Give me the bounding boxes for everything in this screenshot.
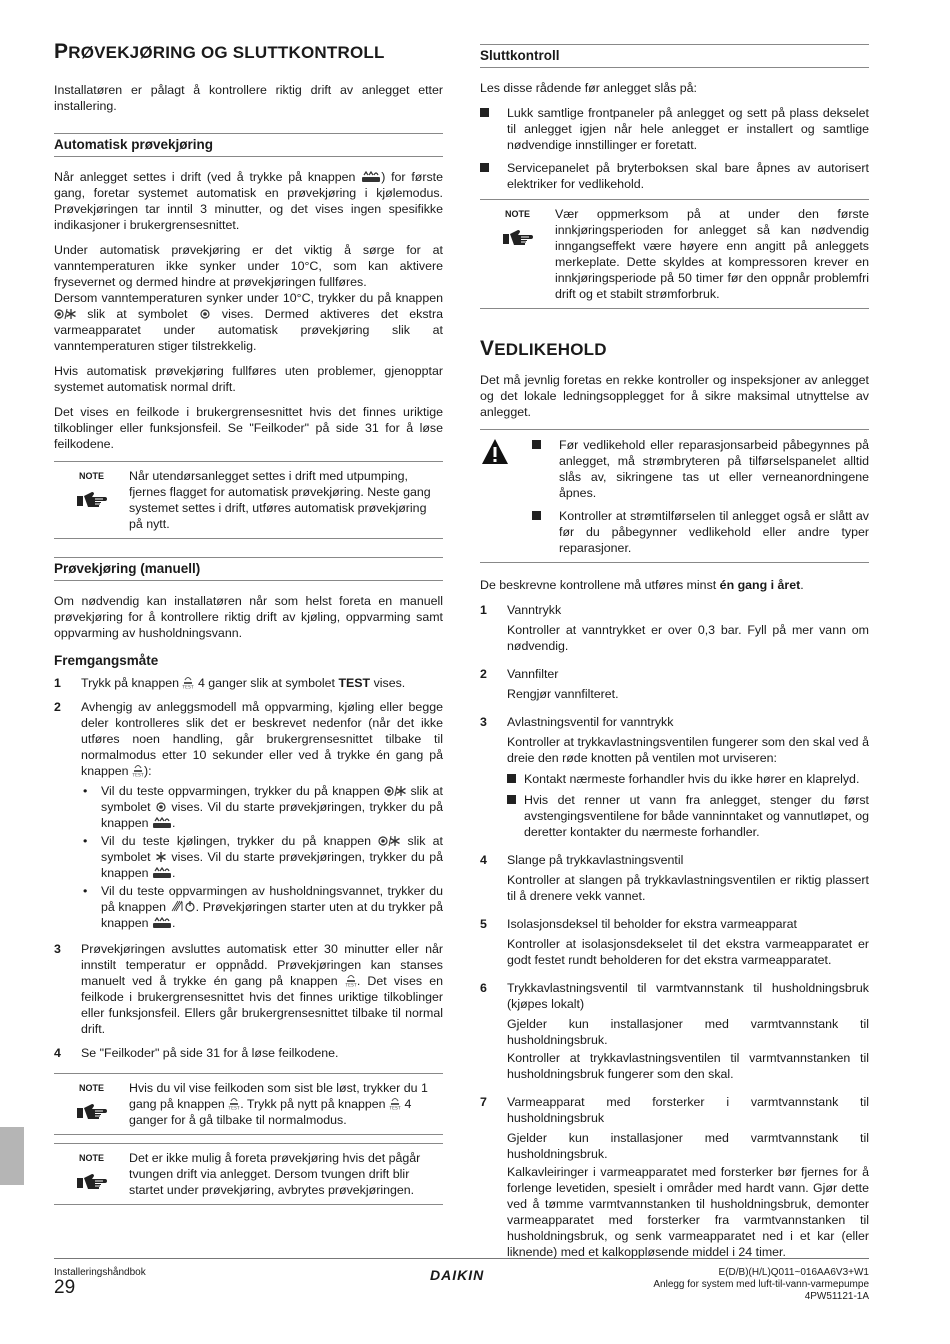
- step-1: 1 Trykk på knappen 4 ganger slik at symbolet TEST vises.: [54, 676, 406, 690]
- note-forced-operation: [54, 1143, 443, 1205]
- step-3: 3 Prøvekjøringen avsluttes automatisk etter 30 minutter eller når innstilt temperatur er oppnådd. Prøvekjøringen kan stanses manuelt ved å trykke én gang på knappen . Det vises en feilkode i brukergrensesnittet hvis det finnes uriktige tilkoblinger eller funksjonsfeil. Ellers går brukergrensesnittet tilbake til normal drift.: [54, 942, 443, 1036]
- test-button-icon: [228, 1096, 240, 1110]
- maintenance-item-text: Gjelder kun installasjoner med varmtvannstank til husholdningsbruk.: [507, 1131, 869, 1161]
- step-2: 2 Avhengig av anleggsmodell må oppvarming, kjøling eller begge deler kontrolleres slik det er beskrevet nedenfor (når det ikke utføres noen handling, går brukergrensesnittet tilbake til normalmodus etter 10 sekunder eller ved å trykke én gang på knappen ): • Vil du teste oppvarmingen, trykker du på knappen slik at symbolet vises. Vil du starte prøvekjøringen, trykker du på knappen . • Vil du teste kjølingen, trykker du på knappen slik at symbolet vises. Vil du starte prøvekjøringen, trykker du på knappen . • Vil du teste oppvarmingen av husholdningsvannet, trykker du på knappen . Prøvekjøringen starter uten at du trykker på knappen .: [54, 700, 443, 930]
- maintenance-item-title: Trykkavlastningsventil til varmtvannstank til husholdningsbruk (kjøpes lokalt): [507, 981, 869, 1011]
- note-text: Når utendørsanlegget settes i drift med utpumping, fjernes flagget for automatisk prøvekjøring. Neste gang systemet settes i drift, utføres automatisk prøvekjøring på nytt.: [129, 469, 431, 531]
- auto-p5: Det vises en feilkode i brukergrensesnittet hvis det finnes uriktige tilkoblinger eller funksjonsfeil. Se "Feilkoder" på side 31 for å løse feilkodene.: [54, 405, 443, 451]
- note-label: NOTE: [54, 1080, 129, 1128]
- test-button-icon: [182, 675, 194, 689]
- warning-bullet-2: Kontroller at strømtilførselen til anlegget også er slått av før du påbegynner vedlikehold eller andre typer reparasjoner.: [532, 508, 869, 556]
- bullet-cooling-test: • Vil du teste kjølingen, trykker du på knappen slik at symbolet vises. Vil du starte prøvekjøringen, trykker du på knappen .: [83, 834, 443, 880]
- footer-manual-name: Installeringshåndbok: [54, 1267, 146, 1278]
- note-auto: [54, 461, 443, 539]
- page-number: 29: [54, 1277, 76, 1298]
- heat-cool-button-icon: [378, 835, 400, 847]
- maintenance-item-text: Kontroller at trykkavlastningsventilen til varmtvannstanken til husholdningsbruk fungerer som den skal.: [507, 1051, 869, 1081]
- note-text: Det er ikke mulig å foreta prøvekjøring hvis det pågår tvungen drift via anlegget. Dersom tvungen drift blir startet under prøvekjøring, avbrytes prøvekjøringen.: [129, 1151, 421, 1197]
- warning-bullet-1: Før vedlikehold eller reparasjonsarbeid påbegynnes på anlegget, må strømbryteren på tilførselspanelet alltid slås av, sikringene tas ut eller verneanordningene åpnes.: [532, 437, 869, 501]
- maintenance-item: 3 Avlastningsventil for vanntrykk Kontroller at trykkavlastningsventilen fungerer som den skal ved å dreie den røde knotten på ventilen mot urviseren: Kontakt nærmeste forhandler hvis du ikke hører en klaprelyd. Hvis det renner ut vann fra anlegget, stenger du først avstengingsventilene for både vanninntaket og vannutløpet, og deretter kontakter du nærmeste forhandler.: [480, 715, 869, 839]
- maintenance-item-title: Vannfilter: [507, 667, 559, 681]
- cooling-symbol-icon: [155, 851, 167, 863]
- auto-p1: Når anlegget settes i drift (ved å trykke på knappen ) for første gang, foretar systemet automatisk en prøvekjøring i kjølemodus. Prøvekjøringen tar inntil 3 minutter, og det vises ingen spesifikke indikasjoner i brukergrensesnittet.: [54, 170, 444, 232]
- maintenance-item-text: Gjelder kun installasjoner med varmtvannstank til husholdningsbruk.: [507, 1017, 869, 1047]
- heating-symbol-icon: [155, 801, 167, 813]
- on-off-button-icon: [361, 169, 381, 183]
- test-button-icon: [132, 763, 144, 777]
- section-title-test-run: PRØVEKJØRING OG SLUTTKONTROLL: [54, 40, 385, 63]
- heading-manual-test: Prøvekjøring (manuell): [54, 557, 443, 581]
- final-check-bullet-1: Lukk samtlige frontpaneler på anlegget og sett på plass dekselet til anlegget igjen når hele anlegget er installert og samtlige nødvendige innstillinger er foretatt.: [480, 105, 869, 153]
- test-button-icon: [345, 973, 357, 987]
- valve-check-bullet: Kontakt nærmeste forhandler hvis du ikke hører en klaprelyd.: [507, 771, 869, 787]
- maintenance-intro: Det må jevnlig foretas en rekke kontroller og inspeksjoner av anlegget og det lokale ledningsopplegget for å sikre maksimal utnyttelse av anlegget.: [480, 373, 869, 419]
- maintenance-item: 2 Vannfilter Rengjør vannfilteret.: [480, 666, 869, 704]
- pointing-hand-icon: [75, 490, 109, 510]
- maintenance-item-title: Vanntrykk: [507, 603, 562, 617]
- note-error-code: NOTE Hvis du vil vise feilkoden som sist ble løst, trykker du 1 gang på knappen . Trykk på nytt på knappen 4 ganger for å gå tilbake til normalmodus.: [54, 1073, 443, 1135]
- note-label: NOTE: [54, 1150, 129, 1198]
- heating-symbol-icon: [199, 308, 211, 320]
- maintenance-item-text: Kontroller at slangen på trykkavlastningsventilen er riktig plassert til å drenere vekk vannet.: [507, 873, 869, 903]
- maintenance-item-text: Rengjør vannfilteret.: [507, 687, 619, 701]
- heading-final-check: Sluttkontroll: [480, 44, 869, 68]
- maintenance-item: 6 Trykkavlastningsventil til varmtvannstank til husholdningsbruk (kjøpes lokalt) Gjelder kun installasjoner med varmtvannstank til husholdningsbruk. Kontroller at trykkavlastningsventilen til varmtvannstanken til husholdningsbruk fungerer som den skal.: [480, 981, 869, 1081]
- warning-triangle-icon: [480, 437, 510, 467]
- step-4: 4 Se "Feilkoder" på side 31 for å løse feilkodene.: [54, 1046, 339, 1060]
- pointing-hand-icon: [75, 1102, 109, 1122]
- note-label: NOTE: [480, 206, 555, 302]
- maintenance-item-title: Isolasjonsdeksel til beholder for ekstra varmeapparat: [507, 917, 797, 931]
- on-off-button-icon: [152, 865, 172, 879]
- page-edge-tab: [0, 1127, 24, 1185]
- left-column: [54, 36, 443, 1219]
- maintenance-item-title: Avlastningsventil for vanntrykk: [507, 715, 674, 729]
- final-check-intro: Les disse rådende før anlegget slås på:: [480, 81, 697, 95]
- maintenance-item: 7 Varmeapparat med forsterker i varmtvannstank til husholdningsbruk Gjelder kun installasjoner med varmtvannstank til husholdningsbruk. Kalkavleiringer i varmeapparatet med forsterker bør fjernes for å forlenge levetiden, spesielt i områder med hardt vann. Gjør dette ved å tømme varmtvannstanken til husholdningsbruk, demonter varmeapparatet med forsterker fra varmtvannstanken til husholdningsbruk, og senk varmeapparatet ned i et kar (eller liknende) med et kalkoppløsende middel i 24 timer.: [480, 1095, 869, 1259]
- footer-model-info: E(D/B)(H/L)Q011~016AA6V3+W1 Anlegg for system med luft-til-vann-varmepumpe 4PW51121-1A: [653, 1267, 869, 1302]
- note-text: Vær oppmerksom på at under den første innkjøringsperioden for anlegget så kan nødvendig inngangseffekt være høyere enn angitt på anleggets merkeplate. Dette skyldes at kompressoren krever en innkjøringsperiode på 50 timer før den oppnår problemfri drift og et stabilt strømforbruk.: [555, 207, 869, 301]
- heading-auto-test: Automatisk prøvekjøring: [54, 133, 443, 157]
- maintenance-item-title: Varmeapparat med forsterker i varmtvannstank til husholdningsbruk: [507, 1095, 869, 1125]
- maintenance-item: 1 Vanntrykk Kontroller at vanntrykket er over 0,3 bar. Fyll på mer vann om nødvendig.: [480, 603, 869, 653]
- right-column: [480, 36, 869, 1272]
- valve-check-bullet: Hvis det renner ut vann fra anlegget, stenger du først avstengingsventilene for både vanninntaket og vannutløpet, og deretter kontakter du nærmeste forhandler.: [507, 792, 869, 840]
- pointing-hand-icon: [501, 228, 535, 248]
- bullet-dhw-test: • Vil du teste oppvarmingen av husholdningsvannet, trykker du på knappen . Prøvekjøringen starter uten at du trykker på knappen .: [83, 884, 443, 930]
- once-a-year: De beskrevne kontrollene må utføres minst én gang i året.: [480, 578, 804, 592]
- bullet-heating-test: • Vil du teste oppvarmingen, trykker du på knappen slik at symbolet vises. Vil du starte prøvekjøringen, trykker du på knappen .: [83, 784, 443, 830]
- section-title-maintenance: VEDLIKEHOLD: [480, 337, 607, 360]
- maintenance-item-text: Kontroller at trykkavlastningsventilen fungerer som den skal ved å dreie den røde knotten på ventilen mot urviseren:: [507, 735, 869, 765]
- maintenance-item-text: Kontroller at vanntrykket er over 0,3 bar. Fyll på mer vann om nødvendig.: [507, 623, 869, 653]
- pointing-hand-icon: [75, 1172, 109, 1192]
- auto-p3: Dersom vanntemperaturen synker under 10°C, trykker du på knappen slik at symbolet vises. Dermed aktiveres det ekstra varmeapparatet under automatisk prøvekjøring slik at vanntemperaturen stiger tilstrekkelig.: [54, 291, 444, 353]
- intro-paragraph: Installatøren er pålagt å kontrollere riktig drift av anlegget etter installering.: [54, 83, 443, 113]
- daikin-logo: DAIKIN: [430, 1267, 485, 1283]
- maintenance-item-title: Slange på trykkavlastningsventil: [507, 853, 684, 867]
- note-label: NOTE: [54, 468, 129, 532]
- maintenance-item-text: Kalkavleiringer i varmeapparatet med forsterker bør fjernes for å forlenge levetiden, spesielt i områder med hardt vann. Gjør dette ved å tømme varmtvannstanken til husholdningsbruk, demonter varmeapparatet med forsterker fra varmtvannstanken til husholdningsbruk, og senk varmeapparatet ned i et kar (eller liknende) med et kalkoppløsende middel i 24 timer.: [507, 1165, 869, 1259]
- on-off-button-icon: [152, 815, 172, 829]
- maintenance-item: 4 Slange på trykkavlastningsventil Kontroller at slangen på trykkavlastningsventilen er riktig plassert til å drenere vekk vannet.: [480, 853, 869, 903]
- maintenance-item: 5 Isolasjonsdeksel til beholder for ekstra varmeapparat Kontroller at isolasjonsdekselet til det ekstra varmeapparatet er godt festet rundt beholderen for det ekstra varmeapparatet.: [480, 917, 869, 967]
- auto-p2: Under automatisk prøvekjøring er det viktig å sørge for at vanntemperaturen ikke synker under 10°C, som kan aktivere frysevernet og dermed hindre at prøvekjøringen fullføres.: [54, 243, 443, 289]
- hot-water-button-icon: [170, 899, 196, 913]
- final-check-bullet-2: Servicepanelet på bryterboksen skal bare åpnes av autorisert elektriker for vedlikehold.: [480, 160, 869, 192]
- heat-cool-button-icon: [384, 785, 406, 797]
- warning-box: [480, 429, 869, 563]
- manual-p1: Om nødvendig kan installatøren når som helst foreta en manuell prøvekjøring for å kontrollere riktig drift av kjøling, oppvarming samt oppvarming av husholdningsvann.: [54, 594, 443, 640]
- heading-procedure: Fremgangsmåte: [54, 653, 159, 668]
- heat-cool-button-icon: [54, 308, 76, 320]
- test-button-icon: [389, 1096, 401, 1110]
- note-run-in: [480, 199, 869, 309]
- page-footer: [54, 1258, 869, 1302]
- auto-p4: Hvis automatisk prøvekjøring fullføres uten problemer, gjenopptar systemet automatisk normal drift.: [54, 364, 443, 394]
- maintenance-item-text: Kontroller at isolasjonsdekselet til det ekstra varmeapparatet er godt festet rundt beholderen for det ekstra varmeapparatet.: [507, 937, 869, 967]
- maintenance-list: [480, 602, 869, 1262]
- on-off-button-icon: [152, 915, 172, 929]
